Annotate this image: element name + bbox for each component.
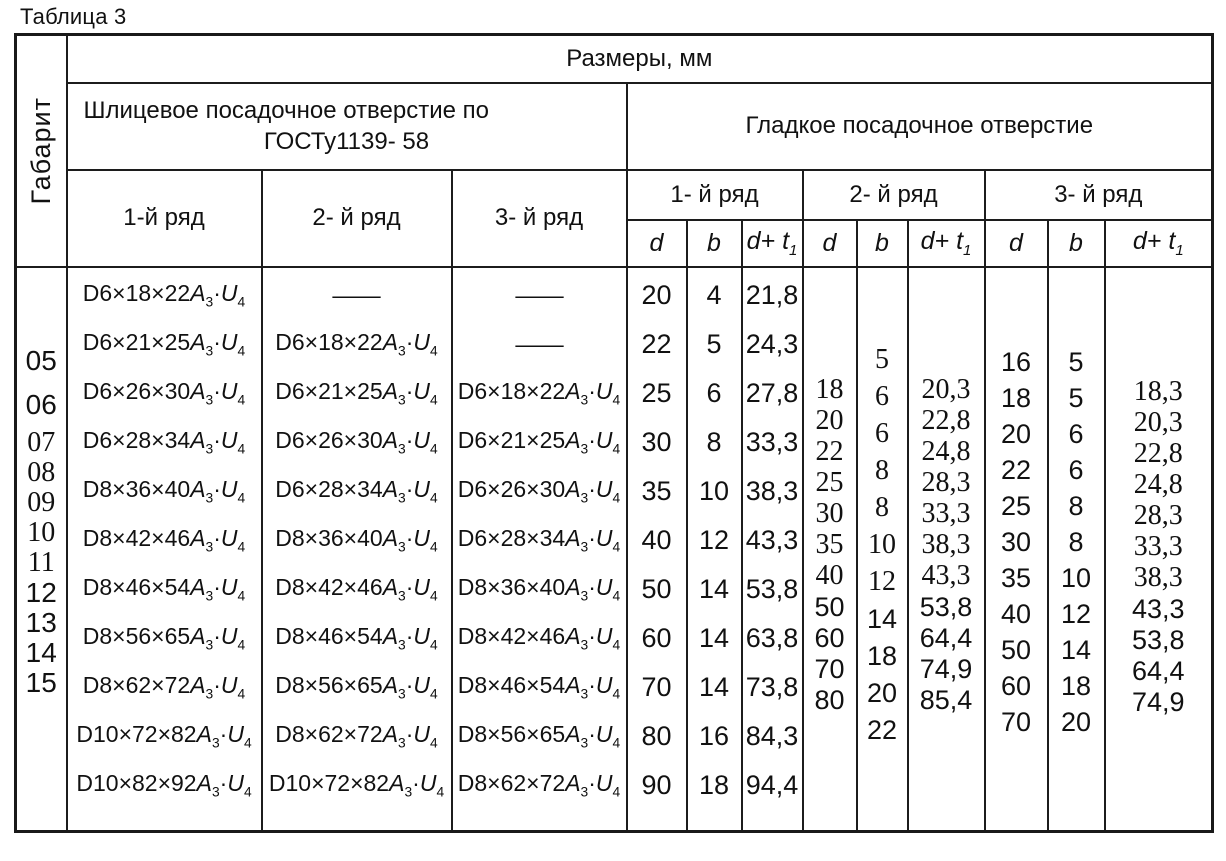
cell-value: 8 — [875, 492, 889, 523]
cell-value: 6 — [1068, 419, 1084, 449]
cell-value: $D6\times 26\times 30A_3\cdot U_4$ — [275, 427, 438, 457]
cell-value: 84,3 — [745, 720, 799, 751]
cell-value: $D8\times 42\times 46A_3\cdot U_4$ — [457, 623, 621, 653]
cell-value: $D8\times 42\times 46A_3\cdot U_4$ — [82, 525, 246, 555]
cell-value: 70 — [814, 653, 845, 684]
cell-value: 5 — [875, 344, 889, 375]
cell-value: 06 — [25, 388, 57, 420]
cell-value: $D6\times 28\times 34A_3\cdot U_4$ — [457, 525, 621, 555]
cell-value: 14 — [698, 573, 730, 604]
col-header-dt-3: $d+ t_1$ — [1105, 220, 1213, 267]
cell-value: 24,3 — [745, 328, 799, 359]
cell-value: $D8\times 62\times 72A_3\cdot U_4$ — [82, 672, 246, 702]
dt-values-column-3 — [1105, 267, 1213, 832]
cell-value: 63,8 — [745, 622, 799, 653]
col-header-d-2: d — [803, 220, 857, 267]
cell-value: $D6\times 28\times 34A_3\cdot U_4$ — [82, 427, 246, 457]
cell-value: $D8\times 36\times 40A_3\cdot U_4$ — [275, 525, 438, 555]
cell-value: 40 — [815, 560, 844, 591]
spline-values-column-3 — [452, 267, 627, 832]
cell-value: 18,3 — [1133, 376, 1183, 407]
cell-value: 28,3 — [921, 467, 971, 498]
cell-value: 8 — [1068, 491, 1084, 521]
corner-header-gabarit — [16, 35, 67, 267]
cell-value: 64,4 — [919, 622, 973, 653]
cell-value: 09 — [27, 486, 56, 518]
cell-value: 5 — [1068, 383, 1084, 413]
page-title: Таблица 3 — [20, 4, 127, 29]
cell-value: 08 — [27, 456, 56, 488]
cell-value: 10 — [1060, 563, 1092, 593]
cell-value: 14 — [698, 671, 730, 702]
cell-value: 8 — [706, 426, 722, 457]
gabarit-label: Габарит — [25, 97, 56, 205]
cell-value: $D8\times 62\times 72A_3\cdot U_4$ — [457, 770, 621, 800]
cell-value: 25 — [815, 467, 844, 498]
cell-value: 50 — [814, 591, 845, 622]
col-header-b-2: b — [857, 220, 908, 267]
cell-value: 12 — [868, 566, 896, 597]
cell-value: 30 — [815, 498, 844, 529]
cell-value: $D8\times 62\times 72A_3\cdot U_4$ — [275, 721, 438, 751]
cell-value: 24,8 — [1133, 469, 1183, 500]
cell-value: $D10\times 72\times 82A_3\cdot U_4$ — [268, 770, 445, 800]
cell-value: $D8\times 36\times 40A_3\cdot U_4$ — [82, 476, 246, 506]
cell-value: 6 — [875, 418, 889, 449]
cell-value: 94,4 — [745, 769, 799, 800]
cell-value: $D8\times 56\times 65A_3\cdot U_4$ — [275, 672, 438, 702]
cell-value: 27,8 — [745, 377, 799, 408]
cell-value: 74,9 — [1132, 686, 1185, 717]
cell-value: 18 — [698, 769, 730, 800]
cell-value: 5 — [1068, 347, 1084, 377]
cell-value: $D6\times 26\times 30A_3\cdot U_4$ — [457, 476, 621, 506]
spline-header-line1: Шлицевое посадочное отверстие по — [83, 97, 489, 124]
cell-value: $D10\times 82\times 92A_3\cdot U_4$ — [76, 770, 252, 800]
cell-value: 33,3 — [1133, 531, 1183, 562]
cell-value: 80 — [641, 720, 672, 751]
cell-value: 43,3 — [745, 524, 799, 555]
col-header-d-1: d — [627, 220, 687, 267]
cell-value: 80 — [814, 684, 845, 715]
cell-value: 07 — [27, 426, 56, 458]
cell-value: 20,3 — [921, 374, 971, 405]
cell-value: 18 — [1000, 383, 1032, 413]
cell-value: $D8\times 46\times 54A_3\cdot U_4$ — [82, 574, 246, 604]
d-values-column-3 — [985, 267, 1048, 832]
cell-value: $D10\times 72\times 82A_3\cdot U_4$ — [76, 721, 252, 751]
b-values-column-3 — [1048, 267, 1105, 832]
cell-value: $D6\times 21\times 25A_3\cdot U_4$ — [82, 329, 246, 359]
cell-value: 20 — [866, 677, 898, 708]
size-units-header: Размеры, мм — [67, 35, 1213, 83]
cell-value: 4 — [706, 279, 722, 310]
cell-value: 20,3 — [1133, 407, 1183, 438]
cell-value: 21,8 — [745, 279, 799, 310]
gabarit-values-column — [16, 267, 67, 832]
cell-value: 60 — [641, 622, 672, 653]
col-header-b-3: b — [1048, 220, 1105, 267]
cell-value: $D6\times 18\times 22A_3\cdot U_4$ — [82, 280, 246, 310]
cell-value: $D8\times 36\times 40A_3\cdot U_4$ — [457, 574, 621, 604]
cell-value: 8 — [1068, 527, 1084, 557]
col-header-b-1: b — [687, 220, 742, 267]
cell-value: 14 — [25, 636, 57, 668]
cell-value: 73,8 — [745, 671, 799, 702]
smooth-section-header: Гладкое посадочное отверстие — [627, 83, 1213, 170]
cell-value: 10 — [698, 475, 730, 506]
cell-value: 20 — [641, 279, 672, 310]
cell-value: 22,8 — [1133, 438, 1183, 469]
cell-value: 70 — [641, 671, 672, 702]
cell-value: 14 — [698, 622, 730, 653]
cell-value: 50 — [1000, 635, 1032, 665]
cell-value: 20 — [1000, 419, 1032, 449]
cell-value: $D6\times 21\times 25A_3\cdot U_4$ — [275, 378, 438, 408]
cell-value: 11 — [27, 546, 55, 578]
smooth-row-header-1: 1- й ряд — [627, 170, 803, 220]
cell-value: 90 — [641, 769, 672, 800]
cell-value: $D8\times 46\times 54A_3\cdot U_4$ — [457, 672, 621, 702]
cell-value: 33,3 — [921, 498, 971, 529]
spline-values-column-1 — [67, 267, 262, 832]
cell-value: 60 — [814, 622, 845, 653]
cell-value: 20 — [815, 405, 844, 436]
cell-value: $D8\times 56\times 65A_3\cdot U_4$ — [82, 623, 246, 653]
cell-value: 35 — [815, 529, 844, 560]
cell-value: 40 — [1000, 599, 1032, 629]
cell-value — [263, 271, 451, 320]
cell-value: 16 — [1000, 347, 1032, 377]
cell-value: 12 — [698, 524, 730, 555]
cell-value: 53,8 — [745, 573, 799, 604]
cell-value: 05 — [25, 344, 57, 376]
b-values-column-2 — [857, 267, 908, 832]
cell-value: 12 — [25, 576, 57, 608]
dt-values-column-1 — [742, 267, 803, 832]
cell-value: 60 — [1000, 671, 1032, 701]
smooth-row-header-3: 3- й ряд — [985, 170, 1213, 220]
cell-value: 53,8 — [1132, 624, 1185, 655]
cell-value: 40 — [641, 524, 672, 555]
cell-value: 22,8 — [921, 405, 971, 436]
cell-value: 10 — [27, 516, 56, 548]
cell-value: 25 — [1000, 491, 1032, 521]
d-values-column-1 — [627, 267, 687, 832]
cell-value: 43,3 — [921, 560, 971, 591]
cell-value: 22 — [866, 714, 898, 745]
cell-value: 6 — [706, 377, 722, 408]
cell-value: 50 — [641, 573, 672, 604]
empty-dash: — — [514, 281, 564, 308]
b-values-column-1 — [687, 267, 742, 832]
empty-dash: — — [514, 330, 564, 357]
smooth-row-header-2: 2- й ряд — [803, 170, 985, 220]
col-header-dt-1: $d+ t_1$ — [742, 220, 803, 267]
cell-value: 18 — [815, 374, 844, 405]
cell-value: $D6\times 26\times 30A_3\cdot U_4$ — [82, 378, 246, 408]
spline-row-header-3: 3- й ряд — [452, 170, 627, 267]
cell-value: 14 — [866, 603, 898, 634]
cell-value: 25 — [641, 377, 672, 408]
cell-value: 22 — [641, 328, 672, 359]
cell-value: 15 — [25, 666, 57, 698]
cell-value: 38,3 — [921, 529, 971, 560]
cell-value: 8 — [875, 455, 889, 486]
cell-value: 30 — [641, 426, 672, 457]
cell-value — [453, 320, 626, 369]
col-header-d-3: d — [985, 220, 1048, 267]
spline-row-header-2: 2- й ряд — [262, 170, 452, 267]
cell-value: 30 — [1000, 527, 1032, 557]
cell-value: 74,9 — [919, 653, 973, 684]
cell-value: $D8\times 56\times 65A_3\cdot U_4$ — [457, 721, 621, 751]
cell-value: 20 — [1060, 707, 1092, 737]
cell-value: 38,3 — [745, 475, 799, 506]
cell-value: 13 — [25, 606, 57, 638]
cell-value: $D6\times 21\times 25A_3\cdot U_4$ — [457, 427, 621, 457]
data-table — [14, 33, 1214, 833]
d-values-column-2 — [803, 267, 857, 832]
spline-values-column-2 — [262, 267, 452, 832]
col-header-dt-2: $d+ t_1$ — [908, 220, 985, 267]
cell-value: 6 — [875, 381, 889, 412]
spline-header-line2: ГОСТу1139- 58 — [263, 128, 430, 155]
cell-value: 10 — [868, 529, 896, 560]
cell-value: 64,4 — [1132, 655, 1185, 686]
spline-section-header — [67, 83, 627, 170]
cell-value: 43,3 — [1132, 593, 1185, 624]
empty-dash: — — [332, 281, 381, 308]
cell-value: 14 — [1060, 635, 1092, 665]
cell-value: $D6\times 28\times 34A_3\cdot U_4$ — [275, 476, 438, 506]
cell-value: 53,8 — [919, 591, 973, 622]
cell-value: 35 — [641, 475, 672, 506]
cell-value: $D8\times 46\times 54A_3\cdot U_4$ — [275, 623, 438, 653]
cell-value: 5 — [706, 328, 722, 359]
cell-value: 33,3 — [745, 426, 799, 457]
cell-value: 6 — [1068, 455, 1084, 485]
cell-value: 22 — [1000, 455, 1032, 485]
cell-value: 35 — [1000, 563, 1032, 593]
cell-value: 16 — [698, 720, 730, 751]
cell-value: 18 — [866, 640, 898, 671]
cell-value: 12 — [1060, 599, 1092, 629]
dt-values-column-2 — [908, 267, 985, 832]
cell-value: $D6\times 18\times 22A_3\cdot U_4$ — [457, 378, 621, 408]
cell-value — [453, 271, 626, 320]
cell-value: 70 — [1000, 707, 1032, 737]
cell-value: 24,8 — [921, 436, 971, 467]
cell-value: 22 — [815, 436, 844, 467]
cell-value: $D8\times 42\times 46A_3\cdot U_4$ — [275, 574, 438, 604]
cell-value: 28,3 — [1133, 500, 1183, 531]
cell-value: 38,3 — [1133, 562, 1183, 593]
cell-value: 18 — [1060, 671, 1092, 701]
spline-row-header-1: 1-й ряд — [67, 170, 262, 267]
cell-value: 85,4 — [919, 684, 973, 715]
cell-value: $D6\times 18\times 22A_3\cdot U_4$ — [275, 329, 438, 359]
